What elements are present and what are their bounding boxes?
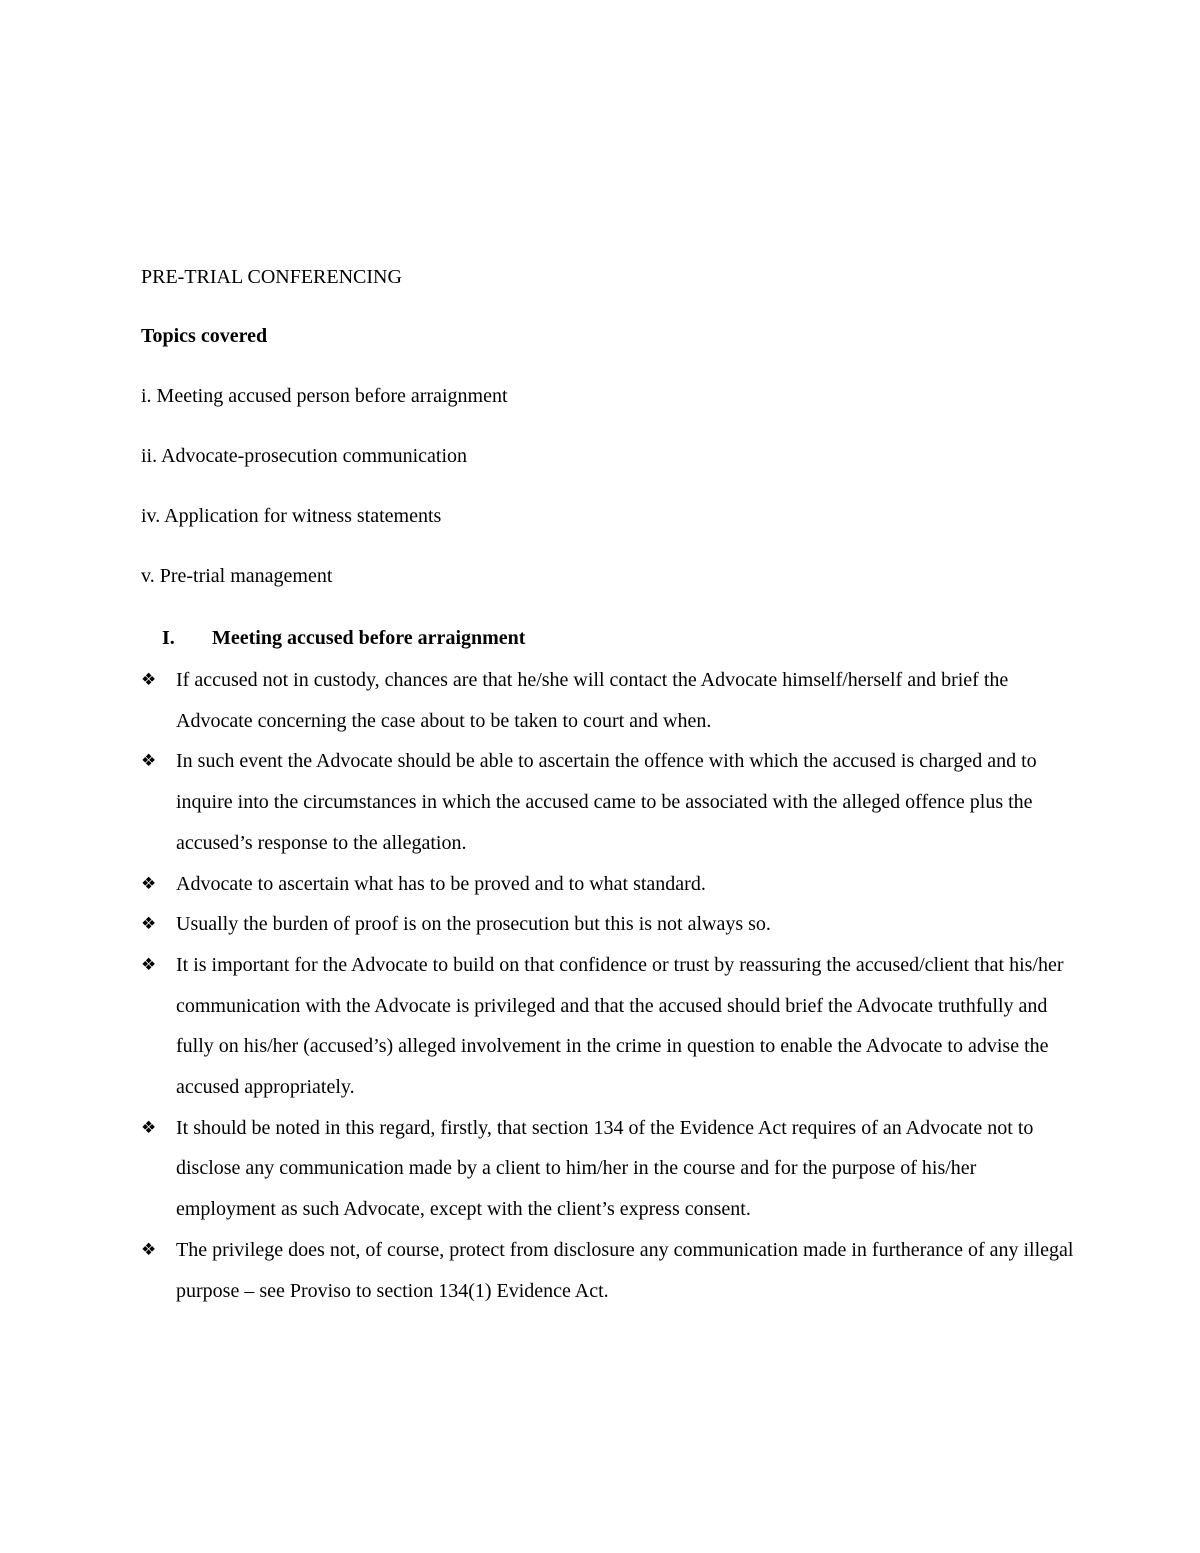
four-diamond-bullet-icon: ❖ xyxy=(141,1239,157,1260)
list-item xyxy=(141,1230,1081,1311)
four-diamond-bullet-icon: ❖ xyxy=(141,914,157,935)
topic-item: iv. Application for witness statements xyxy=(141,505,442,527)
four-diamond-bullet-icon: ❖ xyxy=(141,670,157,690)
bullet-text: In such event the Advocate should be able to ascertain the offence with which the accused is charged and to inquire into the circumstances in which the accused came to be associated with the alleged offence plus the accused’s response to the allegation. xyxy=(176,750,1037,854)
bullet-list xyxy=(141,660,1081,1311)
topic-item: v. Pre-trial management xyxy=(141,565,333,587)
bullet-text: The privilege does not, of course, protect from disclosure any communication made in furtherance of any illegal purpose – see Proviso to section 134(1) Evidence Act. xyxy=(176,1238,1074,1302)
list-item xyxy=(141,945,1081,1108)
document-title: PRE-TRIAL CONFERENCING xyxy=(141,266,402,288)
four-diamond-bullet-icon: ❖ xyxy=(141,873,157,894)
bullet-text: It should be noted in this regard, firstly, that section 134 of the Evidence Act requires of an Advocate not to disclose any communication made by a client to him/her in the course and for the purpose of his/her employment as such Advocate, except with the client’s express consent. xyxy=(176,1116,1034,1221)
list-item xyxy=(141,1108,1081,1230)
four-diamond-bullet-icon: ❖ xyxy=(141,751,157,772)
four-diamond-bullet-icon: ❖ xyxy=(141,954,157,975)
bullet-text: Usually the burden of proof is on the prosecution but this is not always so. xyxy=(176,913,771,936)
topic-item: i. Meeting accused person before arraignment xyxy=(141,385,508,407)
section-numeral: I. xyxy=(162,627,175,649)
list-item xyxy=(141,741,1081,863)
list-item xyxy=(141,904,1081,945)
topic-item: ii. Advocate-prosecution communication xyxy=(141,445,468,467)
bullet-text: It is important for the Advocate to build on that confidence or trust by reassuring the accused/client that his/her communication with the Advocate is privileged and that the accused should brief the Advocate truthfully and fully on his/her (accused’s) alleged involvement in the crime in question to enable the Advocate to advise the accused appropriately. xyxy=(176,953,1064,1099)
bullet-text: Advocate to ascertain what has to be proved and to what standard. xyxy=(176,872,706,895)
bullet-text: If accused not in custody, chances are that he/she will contact the Advocate himself/herself and brief the Advocate concerning the case about to be taken to court and when. xyxy=(176,669,1009,732)
section-heading-text: Meeting accused before arraignment xyxy=(212,627,526,649)
list-item xyxy=(141,864,1081,905)
four-diamond-bullet-icon: ❖ xyxy=(141,1117,157,1138)
list-item xyxy=(141,660,1081,741)
topics-heading: Topics covered xyxy=(141,325,268,347)
